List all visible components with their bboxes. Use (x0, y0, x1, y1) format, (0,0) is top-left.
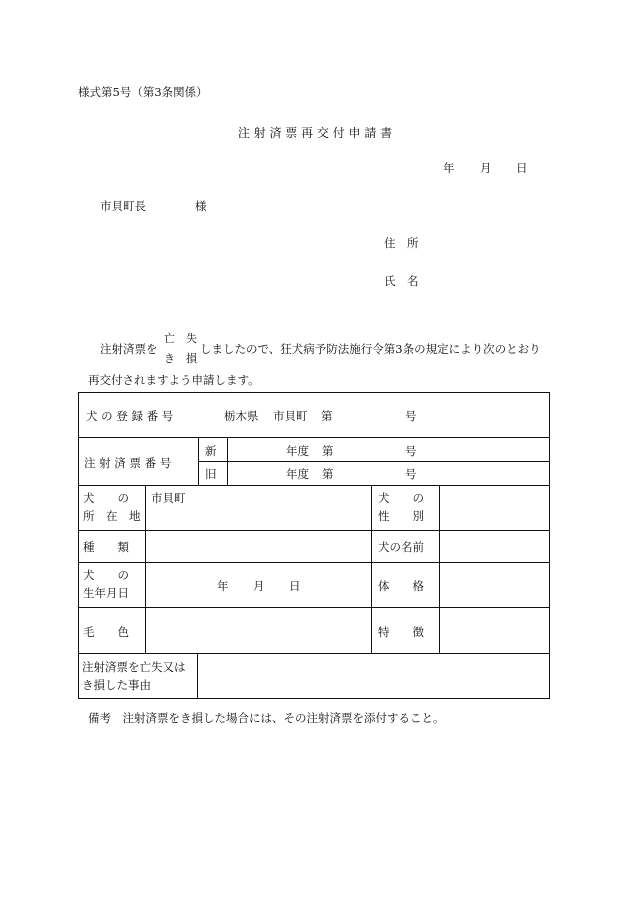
col-divider (439, 485, 440, 653)
choice-damaged: き 損 (164, 352, 197, 365)
tag-number-label: 注 射 済 票 番 号 (84, 456, 172, 470)
row-divider (78, 607, 550, 608)
registration-go: 号 (405, 409, 417, 423)
body-line2: 再交付されますよう申請します。 (88, 373, 260, 387)
col-divider (145, 485, 146, 653)
tag-old-label: 旧 (205, 467, 217, 481)
sex-label-line1: 犬 の (378, 491, 424, 505)
body-prefix: 注射済票を (100, 342, 158, 356)
addressee-honorific: 様 (195, 199, 207, 213)
col-divider (198, 437, 199, 485)
date-month-label: 月 (480, 161, 492, 175)
tag-new-label: 新 (205, 444, 217, 458)
row-divider (78, 530, 550, 531)
reason-label-line1: 注射済票を亡失又は (82, 660, 186, 674)
name-label: 氏 名 (384, 274, 419, 288)
features-label: 特 徴 (378, 625, 424, 639)
location-label-line1: 犬 の (83, 491, 129, 505)
row-divider (78, 485, 550, 486)
addressee-name: 市貝町長 (100, 199, 146, 213)
dob-label-line1: 犬 の (83, 568, 129, 582)
location-value: 市貝町 (151, 491, 186, 505)
breed-label: 種 類 (83, 540, 129, 554)
tag-old-go: 号 (405, 467, 417, 481)
choice-lost: 亡 失 (164, 332, 197, 345)
registration-town: 市貝町 (273, 409, 308, 423)
row-divider (198, 461, 550, 462)
tag-new-go: 号 (405, 444, 417, 458)
coat-color-label: 毛 色 (83, 625, 129, 639)
row-divider (78, 437, 550, 438)
tag-new-dai: 第 (322, 444, 334, 458)
dob-day: 日 (289, 579, 301, 593)
reason-label-line2: き損した事由 (82, 678, 151, 692)
page-title: 注 射 済 票 再 交 付 申 請 書 (237, 126, 393, 140)
form-number: 様式第5号（第3条関係） (78, 85, 208, 99)
row-divider (78, 562, 550, 563)
row-divider (78, 653, 550, 654)
sex-label-line2: 性 別 (378, 509, 424, 523)
date-day-label: 日 (516, 161, 528, 175)
registration-prefecture: 栃木県 (224, 409, 259, 423)
dob-label-line2: 生年月日 (83, 586, 129, 600)
size-label: 体 格 (378, 579, 424, 593)
tag-old-nendo: 年度 (286, 467, 309, 481)
tag-new-nendo: 年度 (286, 444, 309, 458)
location-label-line2: 所 在 地 (83, 509, 141, 523)
registration-number-label: 犬 の 登 録 番 号 (86, 409, 174, 423)
dob-month: 月 (253, 579, 265, 593)
remarks: 備考 注射済票をき損した場合には、その注射済票を添付すること。 (88, 711, 445, 725)
tag-old-dai: 第 (322, 467, 334, 481)
body-suffix: しましたので、狂犬病予防法施行令第3条の規定により次のとおり (200, 342, 541, 356)
dog-name-label: 犬の名前 (378, 540, 424, 554)
col-divider (227, 437, 228, 485)
col-divider (197, 653, 198, 699)
address-label: 住 所 (384, 236, 419, 250)
dob-year: 年 (217, 579, 229, 593)
registration-dai: 第 (321, 409, 333, 423)
date-year-label: 年 (443, 161, 455, 175)
col-divider (371, 485, 372, 653)
